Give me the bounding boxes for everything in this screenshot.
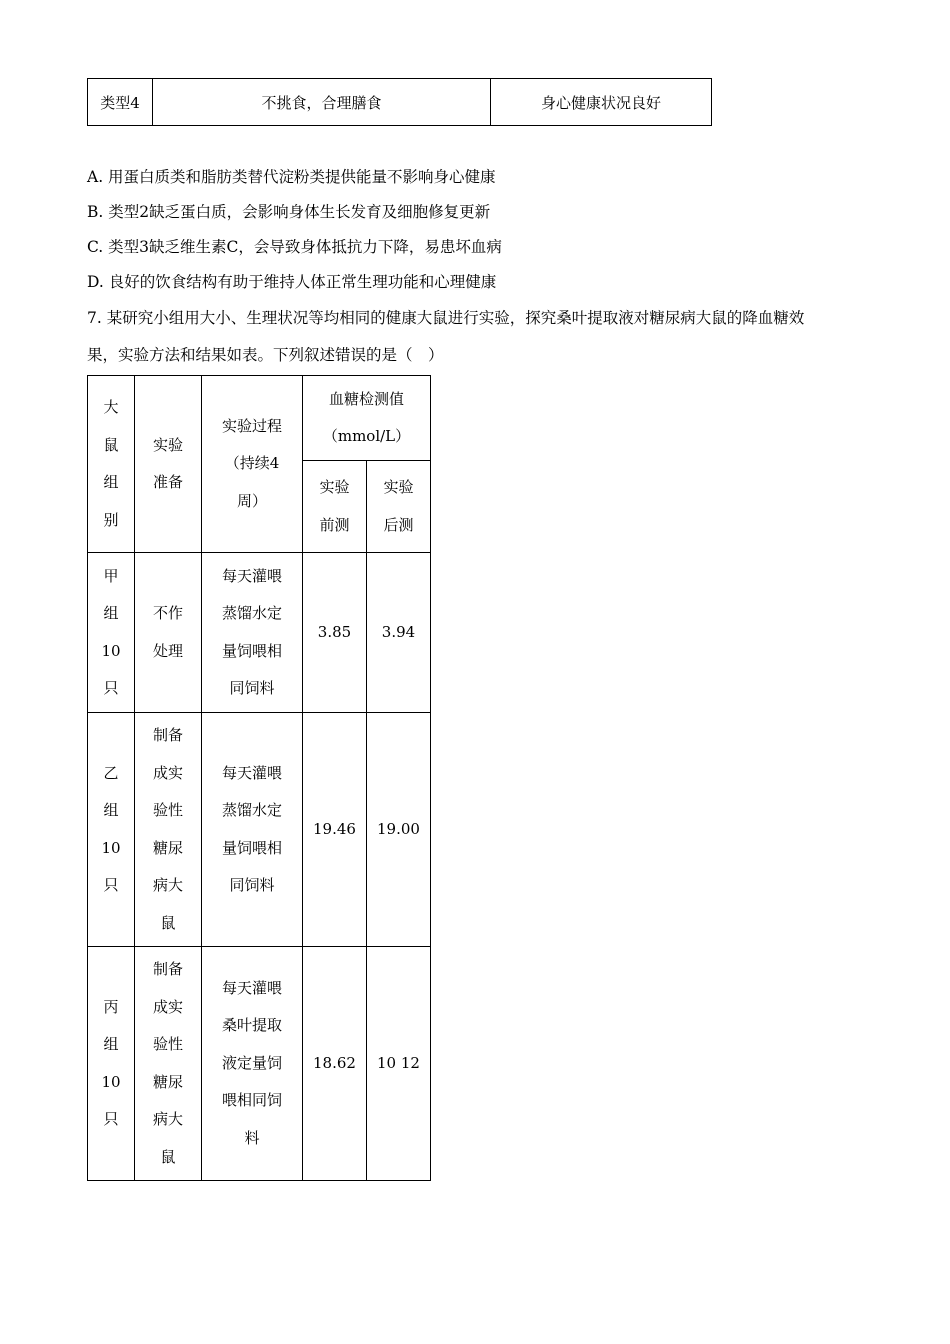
group-cell: 乙 组 10 只 — [88, 713, 135, 947]
header-after-cell: 实验 后测 — [367, 461, 431, 553]
process-cell: 每天灌喂 蒸馏水定 量饲喂相 同饲料 — [202, 713, 303, 947]
option-a: A. 用蛋白质类和脂肪类替代淀粉类提供能量不影响身心健康 — [87, 168, 496, 186]
before-value-cell: 3.85 — [303, 553, 367, 713]
prep-cell: 不作 处理 — [135, 553, 202, 713]
header-process-cell: 实验过程 （持续4 周） — [202, 376, 303, 553]
prep-cell: 制备 成实 验性 糖尿 病大 鼠 — [135, 713, 202, 947]
before-value-cell: 19.46 — [303, 713, 367, 947]
header-glucose-cell: 血糖检测值 （mmol/L） — [303, 376, 431, 461]
prep-cell: 制备 成实 验性 糖尿 病大 鼠 — [135, 947, 202, 1181]
question-line-1: 7. 某研究小组用大小、生理状况等均相同的健康大鼠进行实验，探究桑叶提取液对糖尿病大鼠的降血糖效 — [87, 309, 805, 327]
type-cell: 类型4 — [88, 79, 153, 126]
table-row — [88, 713, 431, 947]
after-value-cell: 19.00 — [367, 713, 431, 947]
table-row — [88, 947, 431, 1181]
before-value-cell: 18.62 — [303, 947, 367, 1181]
process-cell: 每天灌喂 蒸馏水定 量饲喂相 同饲料 — [202, 553, 303, 713]
option-b: B. 类型2缺乏蛋白质，会影响身体生长发育及细胞修复更新 — [87, 203, 491, 221]
group-cell: 甲 组 10 只 — [88, 553, 135, 713]
experiment-table — [87, 375, 431, 1181]
header-group-cell: 大 鼠 组 别 — [88, 376, 135, 553]
header-before-cell: 实验 前测 — [303, 461, 367, 553]
after-value-cell: 3.94 — [367, 553, 431, 713]
diet-cell: 不挑食，合理膳食 — [153, 79, 491, 126]
table-row — [88, 553, 431, 713]
question-line-2: 果，实验方法和结果如表。下列叙述错误的是（ ） — [87, 346, 444, 364]
option-d: D. 良好的饮食结构有助于维持人体正常生理功能和心理健康 — [87, 273, 497, 291]
process-cell: 每天灌喂 桑叶提取 液定量饲 喂相同饲 料 — [202, 947, 303, 1181]
option-c: C. 类型3缺乏维生素C，会导致身体抵抗力下降，易患坏血病 — [87, 238, 502, 256]
after-value-cell: 10 12 — [367, 947, 431, 1181]
table-row — [88, 79, 712, 126]
result-cell: 身心健康状况良好 — [491, 79, 712, 126]
group-cell: 丙 组 10 只 — [88, 947, 135, 1181]
table-header-row — [88, 376, 431, 461]
diet-type-table — [87, 78, 712, 126]
header-prep-cell: 实验 准备 — [135, 376, 202, 553]
